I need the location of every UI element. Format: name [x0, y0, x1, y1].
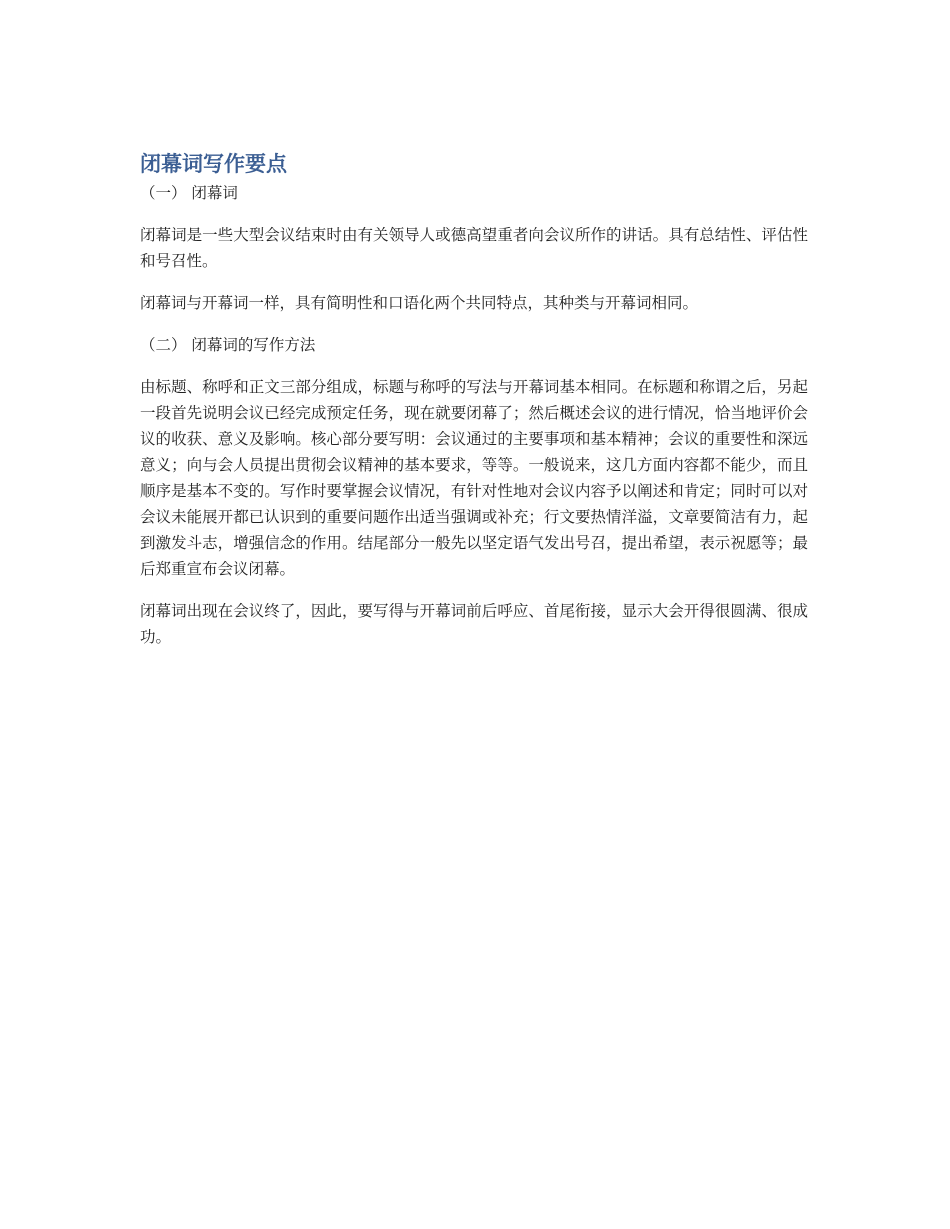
- paragraph-structure: 由标题、称呼和正文三部分组成，标题与称呼的写法与开幕词基本相同。在标题和称谓之后，另起一段首先说明会议已经完成预定任务，现在就要闭幕了；然后概述会议的进行情况，恰当地评价会议的收获、意义及影响。核心部分要写明：会议通过的主要事项和基本精神；会议的重要性和深远意义；向与会人员提出贯彻会议精神的基本要求，等等。一般说来，这几方面内容都不能少，而且顺序是基本不变的。写作时要掌握会议情况，有针对性地对会议内容予以阐述和肯定；同时可以对会议未能展开都已认识到的重要问题作出适当强调或补充；行文要热情洋溢，文章要简洁有力，起到激发斗志，增强信念的作用。结尾部分一般先以坚定语气发出号召，提出希望，表示祝愿等；最后郑重宣布会议闭幕。: [140, 378, 808, 578]
- document-page: [140, 148, 808, 666]
- document-title: 闭幕词写作要点: [140, 152, 287, 176]
- section-heading-closing-speech: （一） 闭幕词: [140, 184, 238, 202]
- paragraph-definition: 闭幕词是一些大型会议结束时由有关领导人或德高望重者向会议所作的讲话。具有总结性、评估性和号召性。: [140, 226, 808, 270]
- paragraph-characteristics: 闭幕词与开幕词一样，具有简明性和口语化两个共同特点，其种类与开幕词相同。: [140, 294, 699, 312]
- section-heading-writing-method: （二） 闭幕词的写作方法: [140, 336, 316, 354]
- paragraph-conclusion: 闭幕词出现在会议终了，因此，要写得与开幕词前后呼应、首尾衔接，显示大会开得很圆满、很成功。: [140, 602, 808, 646]
